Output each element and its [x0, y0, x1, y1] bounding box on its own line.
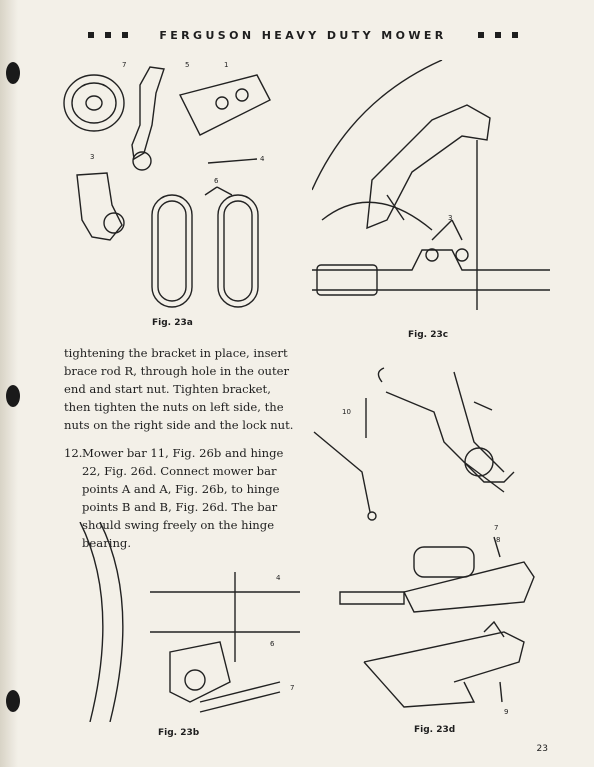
page-binding-edge [0, 0, 18, 767]
punch-hole [6, 690, 20, 712]
step-12-text: Mower bar 11, Fig. 26b and hinge 22, Fig. 26d. Connect mower bar points A and A, Fig. 26b, to hinge points B and B, Fig. 26d. The bar should swing freely on the hinge bearing. [82, 446, 284, 550]
callout-7: 7 [494, 524, 499, 532]
caption-fig-23a: Fig. 23a [152, 318, 193, 328]
callout-8: 8 [496, 536, 501, 544]
callout-3: 3 [448, 214, 453, 222]
figure-23a-illustration [52, 55, 302, 313]
page-header [88, 26, 518, 44]
callout-9: 9 [504, 708, 509, 716]
punch-hole [6, 62, 20, 84]
callout-7: 7 [122, 61, 127, 69]
callout-1: 1 [224, 61, 229, 69]
callout-4: 4 [260, 155, 265, 163]
callout-7: 7 [290, 684, 295, 692]
callout-4: 4 [276, 574, 281, 582]
callout-6: 6 [270, 640, 275, 648]
step-12-number: 12. [64, 446, 83, 460]
header-marks-right [478, 32, 518, 38]
page-title: FERGUSON HEAVY DUTY MOWER [159, 28, 447, 42]
caption-fig-23c: Fig. 23c [408, 330, 449, 340]
header-marks-left [88, 32, 128, 38]
callout-3: 3 [90, 153, 95, 161]
callout-6: 6 [214, 177, 219, 185]
page-number: 23 [536, 744, 548, 754]
instructions-text [64, 344, 294, 552]
figure-23b-illustration [60, 522, 300, 722]
caption-fig-23b: Fig. 23b [158, 728, 200, 738]
punch-hole [6, 385, 20, 407]
callout-5: 5 [185, 61, 190, 69]
callout-10: 10 [342, 408, 351, 416]
paragraph-continued: tightening the bracket in place, insert brace rod R, through hole in the outer end and start nut. Tighten bracket, then tighten the nuts on left side, the nuts on the right side and the lock nut. [64, 346, 294, 432]
caption-fig-23d: Fig. 23d [414, 725, 456, 735]
figure-23d-illustration [304, 362, 548, 722]
figure-23c-illustration [312, 60, 550, 318]
